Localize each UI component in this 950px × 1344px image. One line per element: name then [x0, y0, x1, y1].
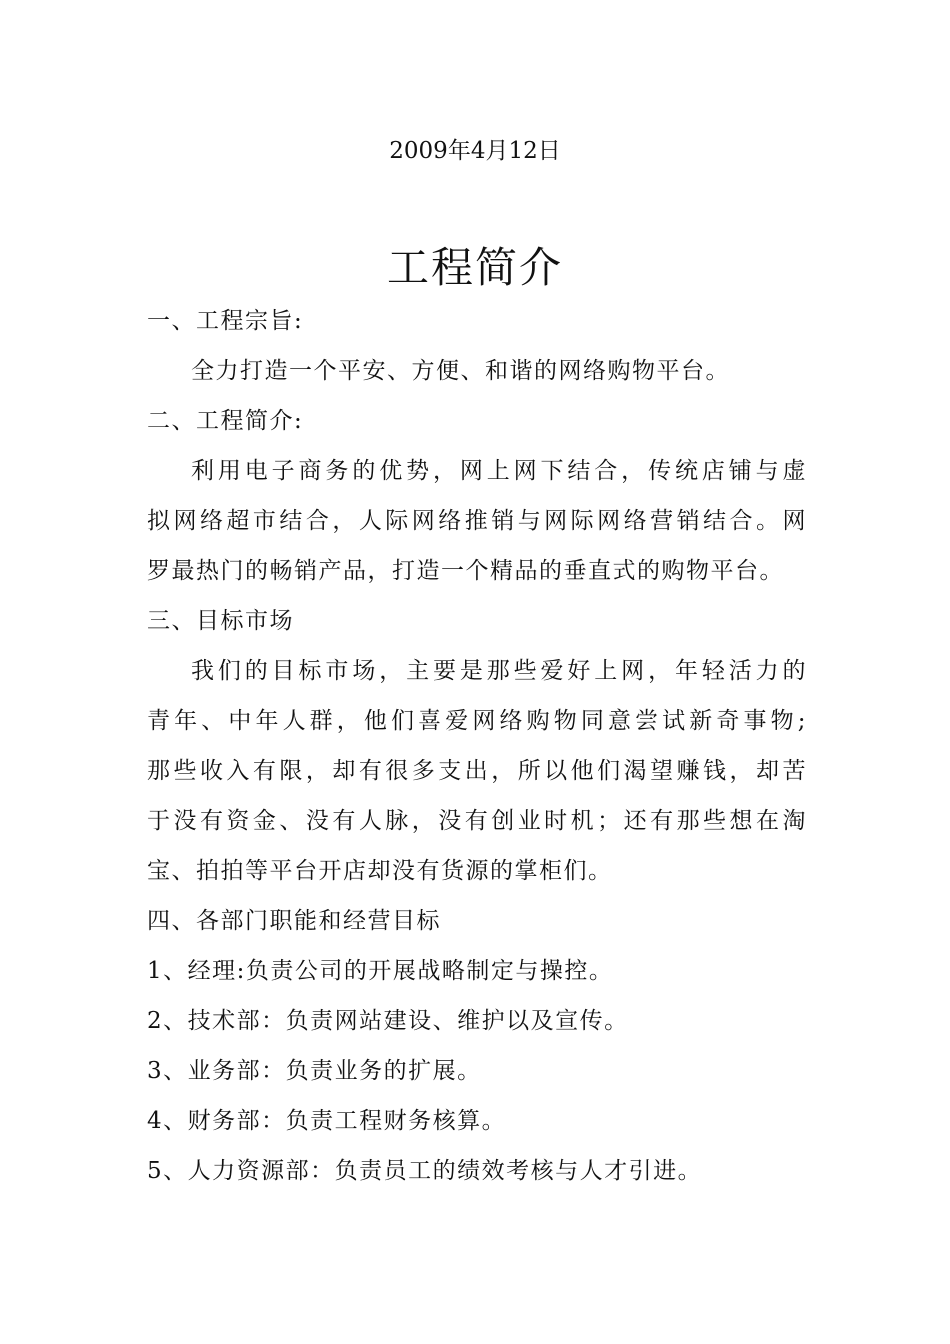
paragraph-line: 罗最热门的畅销产品，打造一个精品的垂直式的购物平台。	[147, 558, 784, 584]
document-date: 2009年4月12日	[389, 138, 561, 164]
list-item: 4、财务部：负责工程财务核算。	[147, 1108, 507, 1134]
section-heading-departments: 四、各部门职能和经营目标	[147, 908, 441, 934]
paragraph-line: 我们的目标市场，主要是那些爱好上网，年轻活力的	[191, 658, 807, 684]
section-heading-purpose: 一、工程宗旨:	[147, 308, 304, 334]
list-item: 5、人力资源部：负责员工的绩效考核与人才引进。	[147, 1158, 703, 1184]
paragraph-line: 于没有资金、没有人脉，没有创业时机；还有那些想在淘	[147, 808, 807, 834]
list-item: 3、业务部：负责业务的扩展。	[147, 1058, 482, 1084]
paragraph-line: 拟网络超市结合，人际网络推销与网际网络营销结合。网	[147, 508, 807, 534]
paragraph-line: 利用电子商务的优势，网上网下结合，传统店铺与虚	[191, 458, 807, 484]
section-heading-target-market: 三、目标市场	[147, 608, 294, 634]
paragraph-line: 宝、拍拍等平台开店却没有货源的掌柜们。	[147, 858, 613, 884]
document-body	[147, 296, 807, 1196]
list-item: 2、技术部：负责网站建设、维护以及宣传。	[147, 1008, 629, 1034]
paragraph-line: 全力打造一个平安、方便、和谐的网络购物平台。	[191, 358, 730, 384]
section-heading-intro: 二、工程简介:	[147, 408, 304, 434]
paragraph-line: 那些收入有限，却有很多支出，所以他们渴望赚钱，却苦	[147, 758, 807, 784]
list-item: 1、经理:负责公司的开展战略制定与操控。	[147, 958, 614, 984]
paragraph-line: 青年、中年人群，他们喜爱网络购物同意尝试新奇事物;	[147, 708, 807, 734]
document-title: 工程简介	[386, 243, 563, 292]
